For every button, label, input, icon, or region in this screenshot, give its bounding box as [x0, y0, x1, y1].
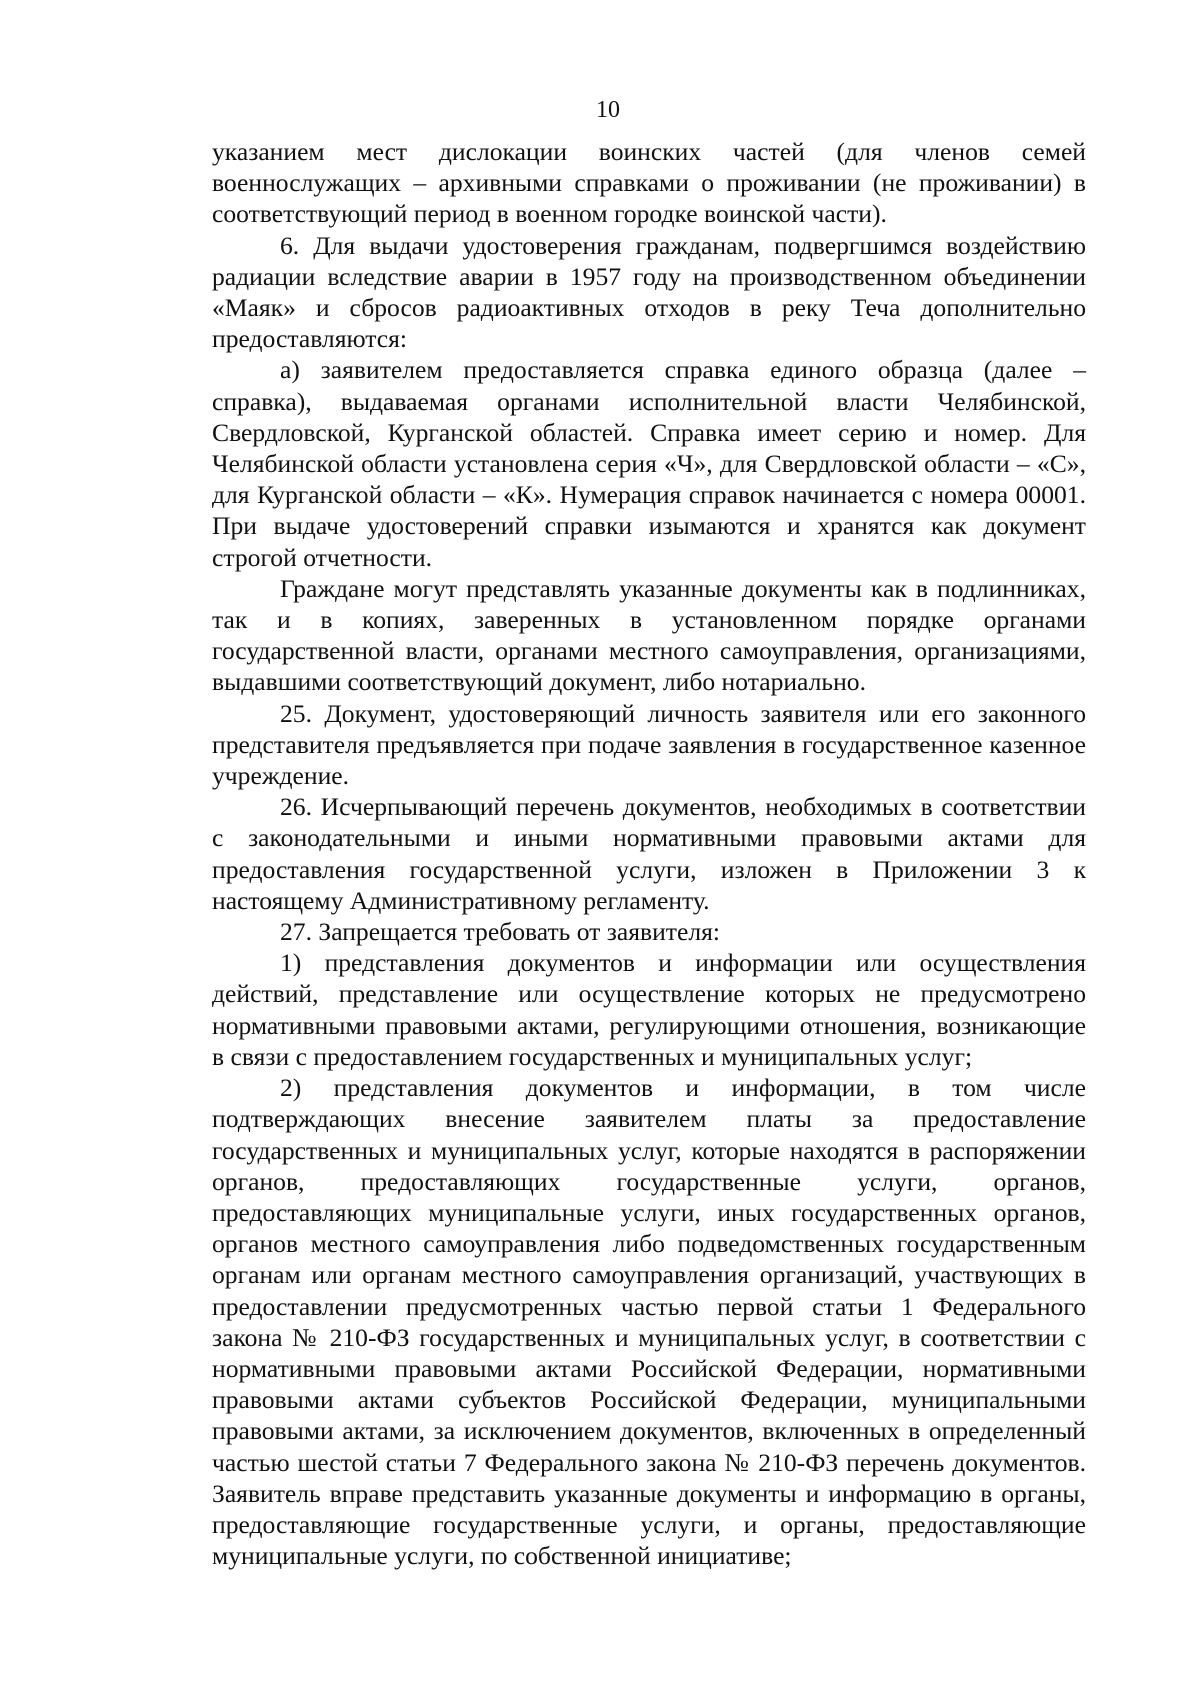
- page-number: 10: [596, 97, 620, 123]
- paragraph-subitem-2: 2) представления документов и информации, в том числе подтверждающих внесение заявителем платы за предоставление государственных и муниципальных услуг, которые находятся в распоряжении органов, предоставляющих государственные услуги, органов, предоставляющих муниципальные услуги, иных государственных органов, органов местного самоуправления либо подведомственных государственным органам или органам местного самоуправления организаций, участвующих в предоставлении предусмотренных частью первой статьи 1 Федерального закона № 210-ФЗ государственных и муниципальных услуг, в соответствии с нормативными правовыми актами Российской Федерации, нормативными правовыми актами субъектов Российской Федерации, муниципальными правовыми актами, за исключением документов, включенных в определенный частью шестой статьи 7 Федерального закона № 210-ФЗ перечень документов. Заявитель вправе представить указанные документы и информацию в органы, предоставляющие государственные услуги, и органы, предоставляющие муниципальные услуги, по собственной инициативе;: [212, 1073, 1086, 1571]
- paragraph-item-25: 25. Документ, удостоверяющий личность заявителя или его законного представителя предъявляется при подаче заявления в государственное казенное учреждение.: [212, 698, 1086, 791]
- paragraph-continuation: указанием мест дислокации воинских частей (для членов семей военнослужащих – архивными справками о проживании (не проживании) в соответствующий период в военном городке воинской части).: [212, 137, 1086, 229]
- paragraph-item-26: 26. Исчерпывающий перечень документов, необходимых в соответствии с законодательными и иными нормативными правовыми актами для предоставления государственной услуги, изложен в Приложении 3 к настоящему Административному регламенту.: [212, 792, 1086, 915]
- paragraph-subitem-1: 1) представления документов и информации или осуществления действий, представление или осуществление которых не предусмотрено нормативными правовыми актами, регулирующими отношения, возникающие в связи с предоставлением государственных и муниципальных услуг;: [212, 948, 1086, 1071]
- paragraph-subitem-a: а) заявителем предоставляется справка единого образца (далее – справка), выдаваемая органами исполнительной власти Челябинской, Свердловской, Курганской областей. Справка имеет серию и номер. Для Челябинской области установлена серия «Ч», для Свердловской области – «С», для Курганской области – «К». Нумерация справок начинается с номера 00001. При выдаче удостоверений справки изымаются и хранятся как документ строгой отчетности.: [212, 355, 1086, 572]
- paragraph-item-27: 27. Запрещается требовать от заявителя:: [280, 917, 720, 947]
- paragraph-item-6: 6. Для выдачи удостоверения гражданам, подвергшимся воздействию радиации вследствие аварии в 1957 году на производственном объединении «Маяк» и сбросов радиоактивных отходов в реку Теча дополнительно предоставляются:: [212, 230, 1086, 354]
- paragraph-copies: Граждане могут представлять указанные документы как в подлинниках, так и в копиях, заверенных в установленном порядке органами государственной власти, органами местного самоуправления, организациями, выдавшими соответствующий документ, либо нотариально.: [212, 573, 1086, 697]
- document-body: [212, 136, 1086, 1571]
